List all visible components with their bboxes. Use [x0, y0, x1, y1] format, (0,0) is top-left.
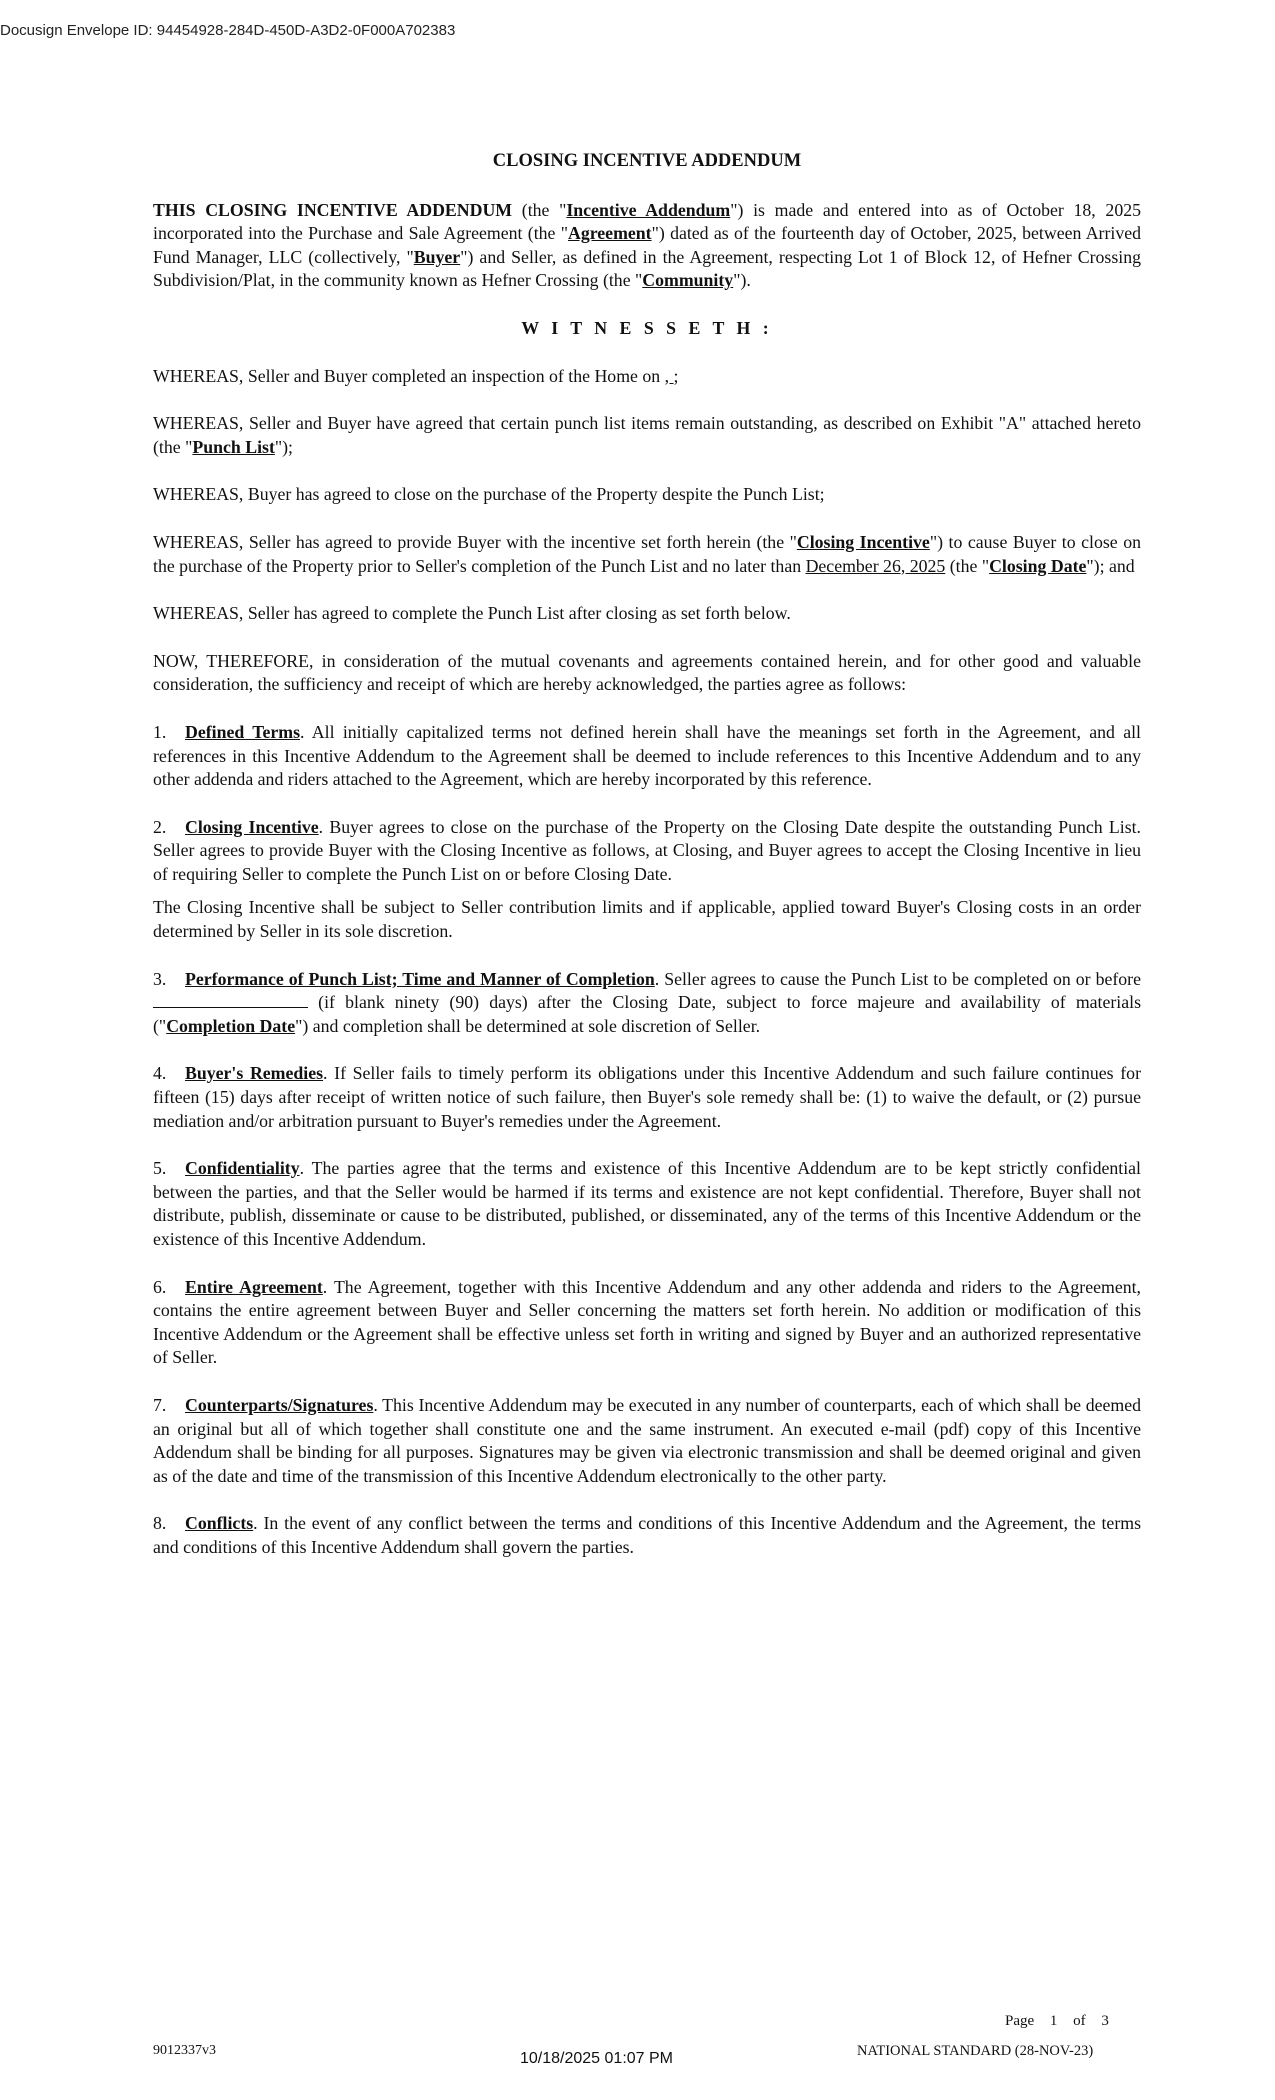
defined-term: Completion Date — [166, 1015, 296, 1036]
intro-paragraph — [153, 199, 1141, 293]
section-heading: Buyer's Remedies — [185, 1063, 324, 1084]
section-number: 2. — [153, 816, 167, 837]
whereas-text: (the " — [945, 555, 990, 576]
whereas-text: "); — [274, 436, 293, 457]
whereas-text: "); and — [1086, 555, 1135, 576]
whereas-text: WHEREAS, Seller and Buyer have agreed that certain punch list items remain outstanding, as described on Exhibit "A" attached hereto (the " — [153, 413, 1141, 457]
section-heading: Counterparts/Signatures — [185, 1394, 374, 1415]
whereas-text: WHEREAS, Seller and Buyer completed an inspection of the Home on — [153, 365, 665, 386]
section-4 — [153, 1062, 1141, 1133]
defined-term: Incentive Addendum — [566, 199, 731, 220]
whereas-punch-list — [153, 412, 1141, 459]
section-number: 5. — [153, 1158, 167, 1179]
section-body: . The parties agree that the terms and existence of this Incentive Addendum are to be kept strictly confidential between the parties, and that the Seller would be harmed if its terms and existence are not kept confidential. Therefore, Buyer shall not distribute, publish, disseminate or cause to be distributed, published, or disseminated, any of the terms of this Incentive Addendum or the existence of this Incentive Addendum. — [153, 1158, 1141, 1249]
defined-term: Community — [642, 270, 734, 291]
section-8 — [153, 1512, 1141, 1559]
section-number: 6. — [153, 1276, 167, 1297]
document-body — [153, 150, 1141, 1584]
section-heading: Defined Terms — [185, 721, 301, 742]
defined-term: Buyer — [413, 246, 461, 267]
section-5 — [153, 1157, 1141, 1251]
section-heading: Confidentiality — [185, 1158, 300, 1179]
witnesseth-heading: W I T N E S S E T H : — [521, 317, 773, 338]
signature-timestamp: 10/18/2025 01:07 PM — [520, 2050, 674, 2067]
whereas-text: ; — [673, 365, 679, 386]
defined-term: Closing Date — [989, 555, 1087, 576]
section-number: 7. — [153, 1394, 167, 1415]
intro-text: ") and Seller, as defined in the Agreement, respecting Lot 1 of Block 12, of Hefner Crossing Subdivision/Plat, in the community known as Hefner Crossing (the " — [153, 246, 1141, 291]
inspection-date-field: , — [664, 365, 674, 386]
section-heading: Entire Agreement — [185, 1276, 323, 1297]
defined-term: Closing Incentive — [796, 531, 930, 552]
whereas-incentive — [153, 531, 1141, 578]
section-body: (if blank ninety (90) days) after the Closing Date, subject to force majeure and availability of materials (" — [153, 992, 1141, 1036]
section-1 — [153, 721, 1141, 792]
section-6 — [153, 1276, 1141, 1370]
now-therefore-paragraph: NOW, THEREFORE, in consideration of the mutual covenants and agreements contained herein, and for other good and valuable consideration, the sufficiency and receipt of which are hereby acknowledged, the parties agree as follows: — [153, 650, 1141, 695]
section-heading: Closing Incentive — [185, 816, 319, 837]
page-number: Page 1 of 3 — [1005, 2013, 1109, 2029]
section-2-extra: The Closing Incentive shall be subject to Seller contribution limits and if applicable, applied toward Buyer's Closing costs in an order determined by Seller in its sole discretion. — [153, 897, 1141, 942]
section-body: . In the event of any conflict between the terms and conditions of this Incentive Addendum and the Agreement, the terms and conditions of this Incentive Addendum shall govern the parties. — [153, 1513, 1141, 1557]
document-id: 9012337v3 — [153, 2043, 216, 2058]
section-body: . The Agreement, together with this Incentive Addendum and any other addenda and riders to the Agreement, contains the entire agreement between Buyer and Seller concerning the matters set forth herein. No addition or modification of this Incentive Addendum or the Agreement shall be effective unless set forth in writing and signed by Buyer and an authorized representative of Seller. — [153, 1276, 1142, 1368]
section-body: ") and completion shall be determined at sole discretion of Seller. — [295, 1015, 761, 1036]
form-standard: NATIONAL STANDARD (28-NOV-23) — [857, 2043, 1094, 2059]
section-3 — [153, 968, 1141, 1039]
section-number: 1. — [153, 721, 167, 742]
intro-text: ") is made and entered into as of October 18, 2025 incorporated into the Purchase and Sale Agreement (the " — [153, 199, 1141, 244]
section-body: . This Incentive Addendum may be executed in any number of counterparts, each of which shall be deemed an original but all of which together shall constitute one and the same instrument. An executed e-mail (pdf) copy of this Incentive Addendum shall be binding for all purposes. Signatures may be given via electronic transmission and shall be deemed original and given as of the date and time of the transmission of this Incentive Addendum electronically to the other party. — [153, 1394, 1141, 1486]
section-heading: Conflicts — [185, 1513, 254, 1534]
defined-term: Agreement — [567, 223, 652, 244]
envelope-id: Docusign Envelope ID: 94454928-284D-450D-A3D2-0F000A702383 — [0, 22, 456, 39]
whereas-text: WHEREAS, Seller has agreed to provide Buyer with the incentive set forth herein (the " — [153, 531, 797, 552]
section-body: . Seller agrees to cause the Punch List to be completed on or before — [654, 968, 1142, 989]
defined-term: Punch List — [192, 436, 275, 457]
section-number: 4. — [153, 1063, 167, 1084]
section-7 — [153, 1394, 1141, 1488]
whereas-close: WHEREAS, Buyer has agreed to close on the purchase of the Property despite the Punch List; — [153, 484, 825, 505]
section-number: 8. — [153, 1513, 167, 1534]
whereas-text: ") to cause Buyer to close on the purchase of the Property prior to Seller's completion of the Punch List and no later than — [153, 531, 1141, 576]
closing-date-value: December 26, 2025 — [805, 555, 946, 576]
section-2 — [153, 816, 1141, 887]
section-body: . If Seller fails to timely perform its obligations under this Incentive Addendum and such failure continues for fifteen (15) days after receipt of written notice of such failure, then Buyer's sole remedy shall be: (1) to waive the default, or (2) pursue mediation and/or arbitration pursuant to Buyer's remedies under the Agreement. — [153, 1063, 1141, 1131]
intro-text: ") dated as of the fourteenth day of October, 2025, between Arrived Fund Manager, LLC (collectively, " — [153, 223, 1141, 267]
intro-lead: THIS CLOSING INCENTIVE ADDENDUM — [153, 199, 513, 220]
whereas-complete: WHEREAS, Seller has agreed to complete the Punch List after closing as set forth below. — [153, 603, 791, 624]
whereas-inspection — [153, 365, 1141, 389]
intro-text: "). — [733, 270, 751, 291]
section-heading: Performance of Punch List; Time and Manner of Completion — [185, 968, 655, 989]
document-title: CLOSING INCENTIVE ADDENDUM — [492, 151, 802, 171]
completion-date-blank — [153, 991, 308, 1008]
section-body: . All initially capitalized terms not defined herein shall have the meanings set forth in the Agreement, and all references in this Incentive Addendum to the Agreement shall be deemed to include references to this Incentive Addendum and to any other addenda and riders attached to the Agreement, which are hereby incorporated by this reference. — [153, 721, 1141, 790]
section-body: . Buyer agrees to close on the purchase of the Property on the Closing Date despite the outstanding Punch List. Seller agrees to provide Buyer with the Closing Incentive as follows, at Closing, and Buyer agrees to accept the Closing Incentive in lieu of requiring Seller to complete the Punch List on or before Closing Date. — [153, 816, 1141, 884]
section-number: 3. — [153, 968, 167, 989]
intro-text: (the " — [512, 199, 567, 220]
